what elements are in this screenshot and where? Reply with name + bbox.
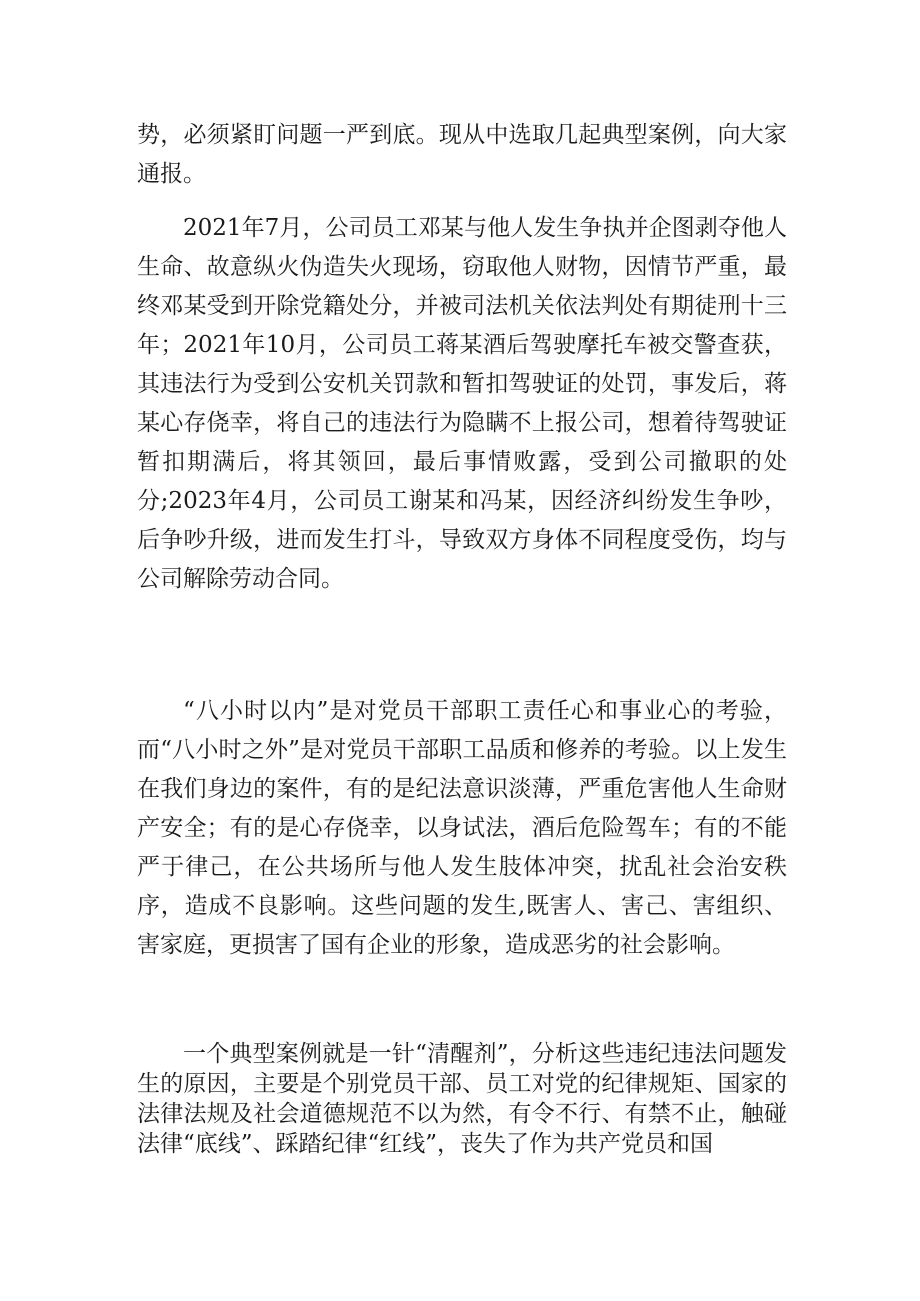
paragraph-cause-analysis: 一个典型案例就是一针“清醒剂”，分析这些违纪违法问题发生的原因，主要是个别党员干部、员工对党的纪律规矩、国家的法律法规及社会道德规范不以为然，有令不行、有禁不止，触碰法律“底线”、踩踏纪律“红线”，丧失了作为共产党员和国 <box>137 1041 787 1157</box>
paragraph-analysis: “八小时以内”是对党员干部职工责任心和事业心的考验，而“八小时之外”是对党员干部职工品质和修养的考验。以上发生在我们身边的案件，有的是纪法意识淡薄，严重危害他人生命财产安全；有的是心存侥幸，以身试法，酒后危险驾车；有的不能严于律己，在公共场所与他人发生肢体冲突，扰乱社会治安秩序，造成不良影响。这些问题的发生,既害人、害己、害组织、害家庭，更损害了国有企业的形象，造成恶劣的社会影响。 <box>137 698 787 958</box>
paragraph-intro-continuation: 势，必须紧盯问题一严到底。现从中选取几起典型案例，向大家通报。 <box>137 122 787 187</box>
paragraph-case-examples: 2021年7月，公司员工邓某与他人发生争执并企图剥夺他人生命、故意纵火伪造失火现场，窃取他人财物，因情节严重，最终邓某受到开除党籍处分，并被司法机关依法判处有期徒刑十三年；2021年10月，公司员工蒋某酒后驾驶摩托车被交警查获，其违法行为受到公安机关罚款和暂扣驾驶证的处罚，事发后，蒋某心存侥幸，将自己的违法行为隐瞒不上报公司，想着待驾驶证暂扣期满后，将其领回，最后事情败露，受到公司撤职的处分;2023年4月，公司员工谢某和冯某，因经济纠纷发生争吵，后争吵升级，进而发生打斗，导致双方身体不同程度受伤，均与公司解除劳动合同。 <box>137 215 787 592</box>
